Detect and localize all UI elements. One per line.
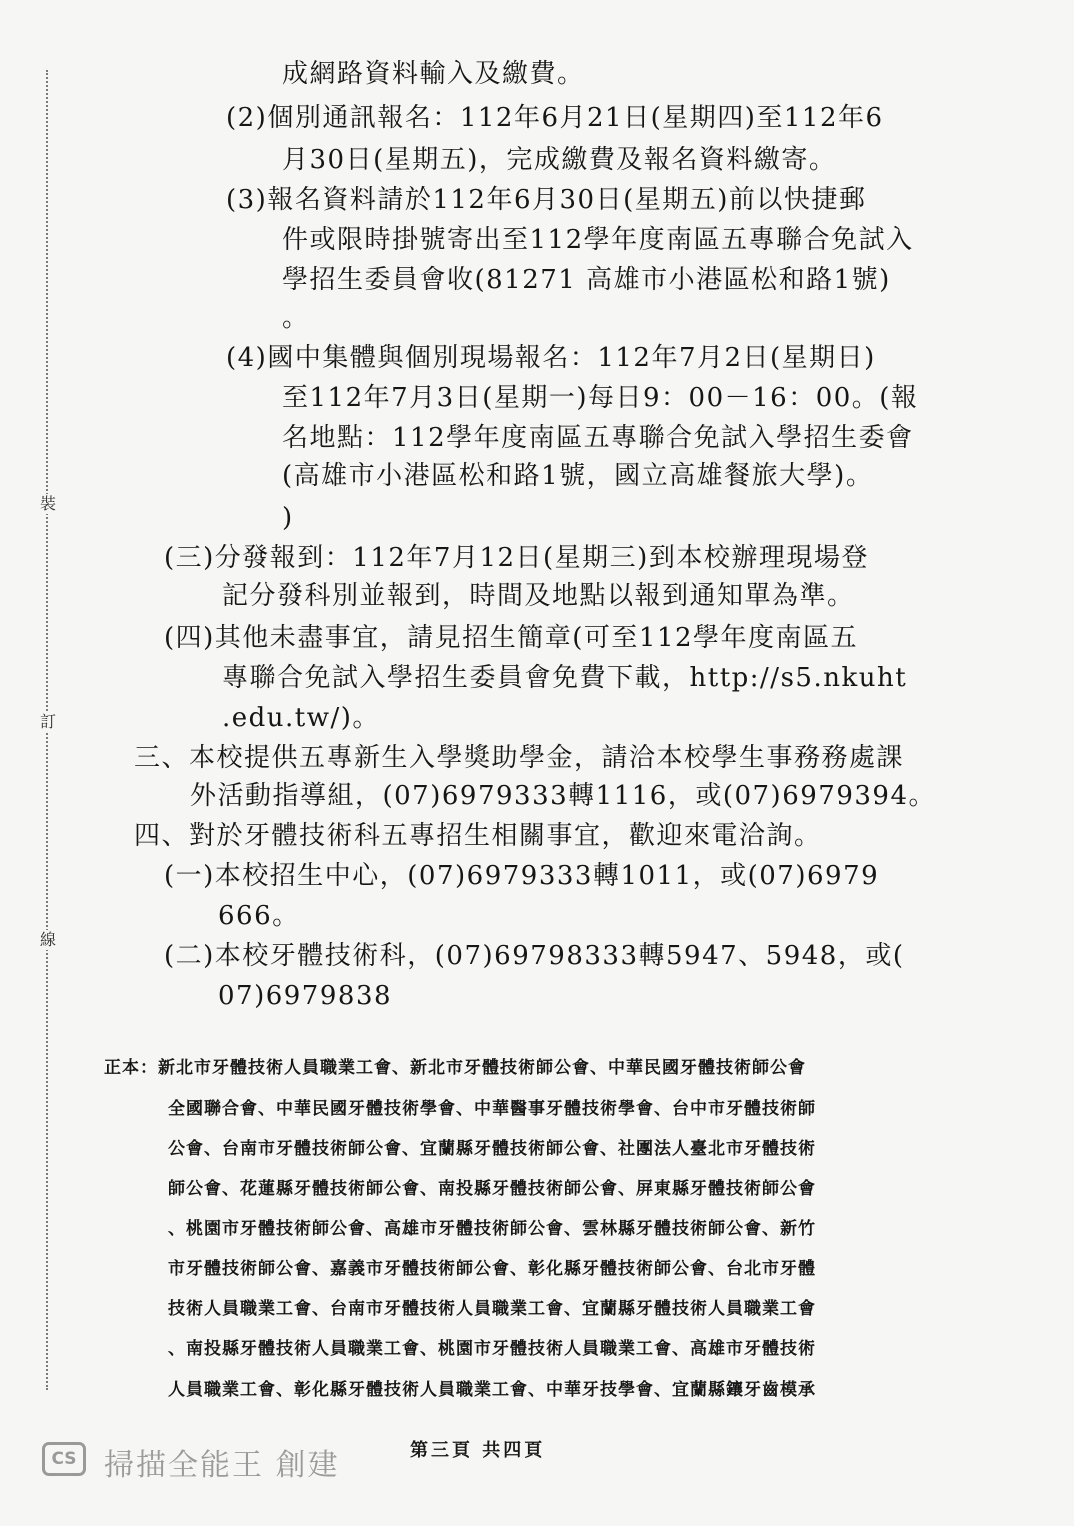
recipients-line: 正本：新北市牙體技術人員職業工會、新北市牙體技術師公會、中華民國牙體技術師公會: [104, 1058, 806, 1078]
scanner-watermark: 掃描全能王 創建: [104, 1448, 340, 1483]
recipients-line: 、南投縣牙體技術人員職業工會、桃園市牙體技術人員職業工會、高雄市牙體技術: [168, 1339, 816, 1359]
body-line: (高雄市小港區松和路1號，國立高雄餐旅大學)。: [282, 461, 874, 491]
page-number: 第三頁 共四頁: [410, 1440, 546, 1461]
body-line: (三)分發報到：112年7月12日(星期三)到本校辦理現場登: [164, 543, 869, 573]
recipients-line: 技術人員職業工會、台南市牙體技術人員職業工會、宜蘭縣牙體技術人員職業工會: [168, 1299, 816, 1319]
body-line: (一)本校招生中心，(07)6979333轉1011，或(07)6979: [164, 861, 880, 891]
binding-mark-zhuang: 裝: [39, 494, 56, 513]
body-line: 四、對於牙體技術科五專招生相關事宜，歡迎來電洽詢。: [134, 821, 822, 851]
body-line: 外活動指導組，(07)6979333轉1116，或(07)6979394。: [190, 781, 936, 811]
body-line: 記分發科別並報到，時間及地點以報到通知單為準。: [222, 581, 855, 611]
recipients-line: 人員職業工會、彰化縣牙體技術人員職業工會、中華牙技學會、宜蘭縣鑲牙齒模承: [168, 1380, 816, 1400]
camscanner-logo-icon: CS: [42, 1442, 86, 1476]
body-line: 07)6979838: [218, 981, 393, 1011]
body-line: 666。: [218, 901, 300, 931]
body-line: (3)報名資料請於112年6月30日(星期五)前以快捷郵: [226, 185, 867, 215]
body-line: 名地點：112學年度南區五專聯合免試入學招生委會: [282, 423, 914, 453]
body-line: ): [282, 503, 294, 533]
body-line: 三、本校提供五專新生入學獎助學金，請洽本校學生事務務處課: [134, 743, 905, 773]
body-line: 月30日(星期五)，完成繳費及報名資料繳寄。: [282, 145, 837, 175]
body-line: 。: [282, 303, 310, 333]
body-line: 至112年7月3日(星期一)每日9：00－16：00。(報: [282, 383, 919, 413]
body-line: 學招生委員會收(81271 高雄市小港區松和路1號): [282, 265, 891, 295]
binding-mark-xian: 線: [39, 930, 56, 949]
recipients-line: 市牙體技術師公會、嘉義市牙體技術師公會、彰化縣牙體技術師公會、台北市牙體: [168, 1259, 816, 1279]
recipients-line: 師公會、花蓮縣牙體技術師公會、南投縣牙體技術師公會、屏東縣牙體技術師公會: [168, 1179, 816, 1199]
recipients-line: 公會、台南市牙體技術師公會、宜蘭縣牙體技術師公會、社團法人臺北市牙體技術: [168, 1139, 816, 1159]
body-line: 成網路資料輸入及繳費。: [282, 59, 585, 89]
body-line: 專聯合免試入學招生委員會免費下載，http://s5.nkuht: [222, 663, 908, 693]
recipients-line: 、桃園市牙體技術師公會、高雄市牙體技術師公會、雲林縣牙體技術師公會、新竹: [168, 1219, 816, 1239]
body-line: (二)本校牙體技術科，(07)69798333轉5947、5948，或(: [164, 941, 905, 971]
recipients-line: 全國聯合會、中華民國牙體技術學會、中華醫事牙體技術學會、台中市牙體技術師: [168, 1099, 816, 1119]
binding-mark-ding: 訂: [39, 712, 56, 731]
body-line: (4)國中集體與個別現場報名：112年7月2日(星期日): [226, 343, 876, 373]
body-line: .edu.tw/)。: [222, 703, 380, 733]
body-line: (2)個別通訊報名：112年6月21日(星期四)至112年6: [226, 103, 884, 133]
body-line: (四)其他未盡事宜，請見招生簡章(可至112學年度南區五: [164, 623, 859, 653]
body-line: 件或限時掛號寄出至112學年度南區五專聯合免試入: [282, 225, 914, 255]
